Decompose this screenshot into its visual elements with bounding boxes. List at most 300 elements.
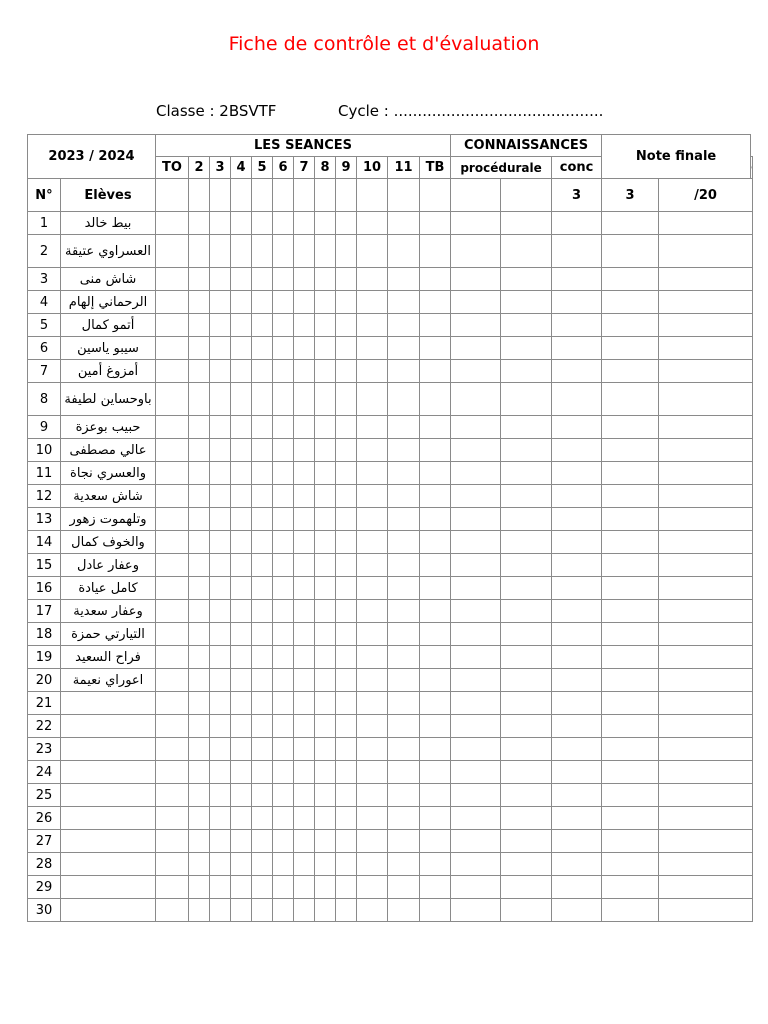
grade-cell[interactable] [273, 692, 294, 715]
grade-cell[interactable] [231, 577, 252, 600]
grade-cell[interactable] [315, 314, 336, 337]
grade-cell[interactable] [231, 179, 252, 212]
grade-cell[interactable] [189, 291, 210, 314]
grade-cell[interactable] [388, 554, 420, 577]
grade-cell[interactable] [294, 784, 315, 807]
grade-cell[interactable] [273, 235, 294, 268]
grade-cell[interactable] [231, 383, 252, 416]
grade-cell[interactable] [294, 715, 315, 738]
grade-cell[interactable] [231, 853, 252, 876]
grade-cell[interactable] [602, 439, 659, 462]
grade-cell[interactable] [336, 268, 357, 291]
grade-cell[interactable] [451, 531, 501, 554]
grade-cell[interactable] [156, 876, 189, 899]
grade-cell[interactable] [315, 212, 336, 235]
grade-cell[interactable] [210, 360, 231, 383]
grade-cell[interactable] [210, 600, 231, 623]
grade-cell[interactable] [552, 235, 602, 268]
grade-cell[interactable] [659, 646, 753, 669]
grade-cell[interactable] [156, 439, 189, 462]
grade-cell[interactable] [552, 360, 602, 383]
grade-cell[interactable] [602, 383, 659, 416]
grade-cell[interactable] [388, 669, 420, 692]
grade-cell[interactable] [388, 784, 420, 807]
grade-cell[interactable] [552, 554, 602, 577]
grade-cell[interactable] [273, 738, 294, 761]
grade-cell[interactable] [252, 853, 273, 876]
grade-cell[interactable] [156, 462, 189, 485]
grade-cell[interactable] [315, 646, 336, 669]
grade-cell[interactable] [294, 485, 315, 508]
grade-cell[interactable] [189, 179, 210, 212]
grade-cell[interactable] [336, 314, 357, 337]
grade-cell[interactable] [552, 508, 602, 531]
grade-cell[interactable] [294, 360, 315, 383]
grade-cell[interactable] [451, 738, 501, 761]
grade-cell[interactable] [189, 531, 210, 554]
grade-cell[interactable] [231, 291, 252, 314]
grade-cell[interactable] [252, 314, 273, 337]
grade-cell[interactable] [659, 853, 753, 876]
grade-cell[interactable] [602, 692, 659, 715]
grade-cell[interactable] [210, 577, 231, 600]
grade-cell[interactable] [336, 291, 357, 314]
grade-cell[interactable] [602, 416, 659, 439]
grade-cell[interactable] [252, 830, 273, 853]
grade-cell[interactable] [357, 212, 388, 235]
grade-cell[interactable] [602, 646, 659, 669]
grade-cell[interactable] [552, 807, 602, 830]
grade-cell[interactable] [156, 830, 189, 853]
grade-cell[interactable] [273, 291, 294, 314]
grade-cell[interactable] [231, 360, 252, 383]
grade-cell[interactable] [315, 416, 336, 439]
grade-cell[interactable] [252, 577, 273, 600]
grade-cell[interactable] [357, 600, 388, 623]
grade-cell[interactable] [210, 314, 231, 337]
grade-cell[interactable] [388, 462, 420, 485]
grade-cell[interactable] [189, 383, 210, 416]
grade-cell[interactable] [294, 899, 315, 922]
grade-cell[interactable] [273, 462, 294, 485]
grade-cell[interactable] [273, 715, 294, 738]
grade-cell[interactable] [294, 314, 315, 337]
grade-cell[interactable] [420, 554, 451, 577]
grade-cell[interactable] [420, 268, 451, 291]
grade-cell[interactable] [602, 784, 659, 807]
grade-cell[interactable] [273, 360, 294, 383]
grade-cell[interactable] [273, 830, 294, 853]
grade-cell[interactable] [156, 784, 189, 807]
grade-cell[interactable] [294, 807, 315, 830]
grade-cell[interactable] [156, 235, 189, 268]
grade-cell[interactable] [189, 235, 210, 268]
grade-cell[interactable] [336, 692, 357, 715]
grade-cell[interactable] [156, 508, 189, 531]
grade-cell[interactable] [231, 235, 252, 268]
grade-cell[interactable] [252, 291, 273, 314]
grade-cell[interactable] [659, 291, 753, 314]
grade-cell[interactable] [252, 337, 273, 360]
grade-cell[interactable] [388, 337, 420, 360]
grade-cell[interactable] [231, 554, 252, 577]
grade-cell[interactable] [315, 623, 336, 646]
grade-cell[interactable] [210, 623, 231, 646]
grade-cell[interactable] [552, 669, 602, 692]
grade-cell[interactable] [388, 646, 420, 669]
grade-cell[interactable] [336, 462, 357, 485]
grade-cell[interactable] [294, 235, 315, 268]
grade-cell[interactable] [602, 212, 659, 235]
grade-cell[interactable] [602, 337, 659, 360]
grade-cell[interactable] [315, 669, 336, 692]
grade-cell[interactable] [451, 439, 501, 462]
grade-cell[interactable] [156, 646, 189, 669]
grade-cell[interactable] [210, 899, 231, 922]
grade-cell[interactable] [420, 291, 451, 314]
grade-cell[interactable] [273, 600, 294, 623]
grade-cell[interactable] [552, 692, 602, 715]
grade-cell[interactable] [357, 784, 388, 807]
grade-cell[interactable] [336, 830, 357, 853]
grade-cell[interactable] [156, 314, 189, 337]
grade-cell[interactable] [420, 692, 451, 715]
grade-cell[interactable] [451, 600, 501, 623]
grade-cell[interactable] [294, 692, 315, 715]
grade-cell[interactable] [189, 508, 210, 531]
grade-cell[interactable] [388, 692, 420, 715]
grade-cell[interactable] [602, 876, 659, 899]
grade-cell[interactable] [659, 623, 753, 646]
grade-cell[interactable] [231, 268, 252, 291]
grade-cell[interactable] [602, 554, 659, 577]
grade-cell[interactable] [451, 899, 501, 922]
grade-cell[interactable] [357, 337, 388, 360]
grade-cell[interactable] [357, 360, 388, 383]
grade-cell[interactable] [501, 899, 552, 922]
grade-cell[interactable] [552, 646, 602, 669]
grade-cell[interactable] [388, 383, 420, 416]
grade-cell[interactable] [420, 416, 451, 439]
grade-cell[interactable] [357, 383, 388, 416]
grade-cell[interactable] [252, 807, 273, 830]
grade-cell[interactable] [501, 669, 552, 692]
grade-cell[interactable] [156, 623, 189, 646]
grade-cell[interactable] [210, 291, 231, 314]
grade-cell[interactable] [451, 830, 501, 853]
grade-cell[interactable] [210, 179, 231, 212]
grade-cell[interactable] [273, 439, 294, 462]
grade-cell[interactable] [420, 531, 451, 554]
grade-cell[interactable] [388, 738, 420, 761]
grade-cell[interactable] [420, 646, 451, 669]
grade-cell[interactable] [336, 337, 357, 360]
grade-cell[interactable] [210, 669, 231, 692]
grade-cell[interactable] [273, 784, 294, 807]
grade-cell[interactable] [210, 876, 231, 899]
grade-cell[interactable] [602, 314, 659, 337]
grade-cell[interactable] [501, 268, 552, 291]
grade-cell[interactable] [252, 485, 273, 508]
grade-cell[interactable] [602, 623, 659, 646]
grade-cell[interactable] [231, 761, 252, 784]
grade-cell[interactable] [294, 761, 315, 784]
grade-cell[interactable] [501, 738, 552, 761]
grade-cell[interactable] [602, 577, 659, 600]
grade-cell[interactable] [273, 669, 294, 692]
grade-cell[interactable] [552, 416, 602, 439]
grade-cell[interactable] [602, 268, 659, 291]
grade-cell[interactable] [357, 715, 388, 738]
grade-cell[interactable] [552, 212, 602, 235]
grade-cell[interactable] [315, 485, 336, 508]
grade-cell[interactable] [451, 784, 501, 807]
grade-cell[interactable] [189, 784, 210, 807]
grade-cell[interactable] [552, 600, 602, 623]
grade-cell[interactable] [501, 508, 552, 531]
grade-cell[interactable] [388, 577, 420, 600]
grade-cell[interactable] [210, 485, 231, 508]
grade-cell[interactable] [189, 462, 210, 485]
grade-cell[interactable] [501, 784, 552, 807]
grade-cell[interactable] [336, 212, 357, 235]
grade-cell[interactable] [420, 485, 451, 508]
grade-cell[interactable] [336, 508, 357, 531]
grade-cell[interactable] [388, 761, 420, 784]
grade-cell[interactable] [357, 761, 388, 784]
grade-cell[interactable] [602, 360, 659, 383]
grade-cell[interactable] [602, 715, 659, 738]
grade-cell[interactable] [231, 738, 252, 761]
grade-cell[interactable] [501, 383, 552, 416]
grade-cell[interactable] [231, 416, 252, 439]
grade-cell[interactable] [420, 577, 451, 600]
grade-cell[interactable] [420, 669, 451, 692]
grade-cell[interactable] [294, 439, 315, 462]
grade-cell[interactable] [252, 462, 273, 485]
grade-cell[interactable] [357, 554, 388, 577]
grade-cell[interactable] [294, 876, 315, 899]
grade-cell[interactable] [336, 600, 357, 623]
grade-cell[interactable] [552, 853, 602, 876]
grade-cell[interactable] [451, 462, 501, 485]
grade-cell[interactable] [294, 830, 315, 853]
grade-cell[interactable] [602, 600, 659, 623]
grade-cell[interactable] [315, 715, 336, 738]
grade-cell[interactable] [501, 876, 552, 899]
grade-cell[interactable] [231, 807, 252, 830]
grade-cell[interactable] [602, 807, 659, 830]
grade-cell[interactable] [231, 876, 252, 899]
grade-cell[interactable] [659, 761, 753, 784]
grade-cell[interactable] [420, 715, 451, 738]
grade-cell[interactable] [552, 462, 602, 485]
grade-cell[interactable] [252, 179, 273, 212]
grade-cell[interactable] [252, 212, 273, 235]
grade-cell[interactable] [659, 899, 753, 922]
grade-cell[interactable] [451, 692, 501, 715]
grade-cell[interactable] [156, 485, 189, 508]
grade-cell[interactable] [294, 669, 315, 692]
grade-cell[interactable] [156, 554, 189, 577]
grade-cell[interactable] [501, 314, 552, 337]
grade-cell[interactable] [388, 807, 420, 830]
grade-cell[interactable] [357, 830, 388, 853]
grade-cell[interactable] [501, 853, 552, 876]
grade-cell[interactable] [602, 899, 659, 922]
grade-cell[interactable] [252, 692, 273, 715]
grade-cell[interactable] [189, 669, 210, 692]
grade-cell[interactable] [501, 462, 552, 485]
grade-cell[interactable] [602, 761, 659, 784]
grade-cell[interactable] [315, 830, 336, 853]
grade-cell[interactable] [231, 899, 252, 922]
grade-cell[interactable] [189, 876, 210, 899]
grade-cell[interactable] [210, 337, 231, 360]
grade-cell[interactable] [294, 646, 315, 669]
grade-cell[interactable] [273, 508, 294, 531]
grade-cell[interactable] [388, 439, 420, 462]
grade-cell[interactable] [420, 508, 451, 531]
grade-cell[interactable] [273, 485, 294, 508]
grade-cell[interactable] [336, 669, 357, 692]
grade-cell[interactable] [659, 439, 753, 462]
grade-cell[interactable] [420, 383, 451, 416]
grade-cell[interactable] [189, 360, 210, 383]
grade-cell[interactable] [294, 508, 315, 531]
grade-cell[interactable] [501, 291, 552, 314]
grade-cell[interactable] [501, 761, 552, 784]
grade-cell[interactable] [294, 531, 315, 554]
grade-cell[interactable] [273, 899, 294, 922]
grade-cell[interactable] [501, 235, 552, 268]
grade-cell[interactable] [501, 554, 552, 577]
grade-cell[interactable] [388, 830, 420, 853]
grade-cell[interactable] [420, 462, 451, 485]
grade-cell[interactable] [552, 314, 602, 337]
grade-cell[interactable] [388, 531, 420, 554]
grade-cell[interactable] [336, 807, 357, 830]
grade-cell[interactable] [315, 360, 336, 383]
grade-cell[interactable] [156, 383, 189, 416]
grade-cell[interactable] [294, 623, 315, 646]
grade-cell[interactable] [294, 291, 315, 314]
grade-cell[interactable] [156, 531, 189, 554]
grade-cell[interactable] [420, 876, 451, 899]
grade-cell[interactable] [357, 462, 388, 485]
grade-cell[interactable] [273, 314, 294, 337]
grade-cell[interactable] [210, 416, 231, 439]
grade-cell[interactable] [336, 439, 357, 462]
grade-cell[interactable] [357, 235, 388, 268]
grade-cell[interactable] [210, 554, 231, 577]
grade-cell[interactable] [357, 485, 388, 508]
grade-cell[interactable] [189, 268, 210, 291]
grade-cell[interactable] [156, 212, 189, 235]
grade-cell[interactable] [659, 531, 753, 554]
grade-cell[interactable] [294, 337, 315, 360]
grade-cell[interactable] [231, 784, 252, 807]
grade-cell[interactable] [451, 235, 501, 268]
grade-cell[interactable] [273, 179, 294, 212]
grade-cell[interactable] [156, 268, 189, 291]
grade-cell[interactable] [451, 485, 501, 508]
grade-cell[interactable] [315, 761, 336, 784]
grade-cell[interactable] [388, 485, 420, 508]
grade-cell[interactable] [189, 416, 210, 439]
grade-cell[interactable] [189, 761, 210, 784]
grade-cell[interactable] [252, 439, 273, 462]
grade-cell[interactable] [420, 235, 451, 268]
grade-cell[interactable] [189, 830, 210, 853]
grade-cell[interactable] [388, 235, 420, 268]
grade-cell[interactable] [189, 715, 210, 738]
grade-cell[interactable] [210, 508, 231, 531]
grade-cell[interactable] [659, 235, 753, 268]
grade-cell[interactable] [501, 830, 552, 853]
grade-cell[interactable] [388, 715, 420, 738]
grade-cell[interactable] [357, 291, 388, 314]
grade-cell[interactable] [273, 416, 294, 439]
grade-cell[interactable] [156, 291, 189, 314]
grade-cell[interactable] [294, 212, 315, 235]
grade-cell[interactable] [357, 876, 388, 899]
grade-cell[interactable] [659, 577, 753, 600]
grade-cell[interactable] [273, 337, 294, 360]
grade-cell[interactable] [552, 784, 602, 807]
grade-cell[interactable] [252, 235, 273, 268]
grade-cell[interactable] [388, 314, 420, 337]
grade-cell[interactable] [451, 761, 501, 784]
grade-cell[interactable] [451, 508, 501, 531]
grade-cell[interactable] [659, 268, 753, 291]
grade-cell[interactable] [231, 531, 252, 554]
grade-cell[interactable] [273, 623, 294, 646]
grade-cell[interactable] [602, 531, 659, 554]
grade-cell[interactable] [659, 554, 753, 577]
grade-cell[interactable] [210, 715, 231, 738]
grade-cell[interactable] [315, 508, 336, 531]
grade-cell[interactable] [210, 646, 231, 669]
grade-cell[interactable] [552, 577, 602, 600]
grade-cell[interactable] [357, 268, 388, 291]
grade-cell[interactable] [273, 554, 294, 577]
grade-cell[interactable] [451, 853, 501, 876]
grade-cell[interactable] [602, 235, 659, 268]
grade-cell[interactable] [315, 291, 336, 314]
grade-cell[interactable] [231, 462, 252, 485]
grade-cell[interactable] [156, 416, 189, 439]
grade-cell[interactable] [357, 899, 388, 922]
grade-cell[interactable] [156, 761, 189, 784]
grade-cell[interactable] [659, 876, 753, 899]
grade-cell[interactable] [156, 807, 189, 830]
grade-cell[interactable] [315, 853, 336, 876]
grade-cell[interactable] [156, 337, 189, 360]
grade-cell[interactable] [552, 899, 602, 922]
grade-cell[interactable] [156, 669, 189, 692]
grade-cell[interactable] [315, 876, 336, 899]
grade-cell[interactable] [294, 738, 315, 761]
grade-cell[interactable] [451, 554, 501, 577]
grade-cell[interactable] [552, 623, 602, 646]
grade-cell[interactable] [357, 508, 388, 531]
grade-cell[interactable] [659, 807, 753, 830]
grade-cell[interactable] [273, 761, 294, 784]
grade-cell[interactable] [552, 383, 602, 416]
grade-cell[interactable] [315, 462, 336, 485]
grade-cell[interactable] [357, 692, 388, 715]
